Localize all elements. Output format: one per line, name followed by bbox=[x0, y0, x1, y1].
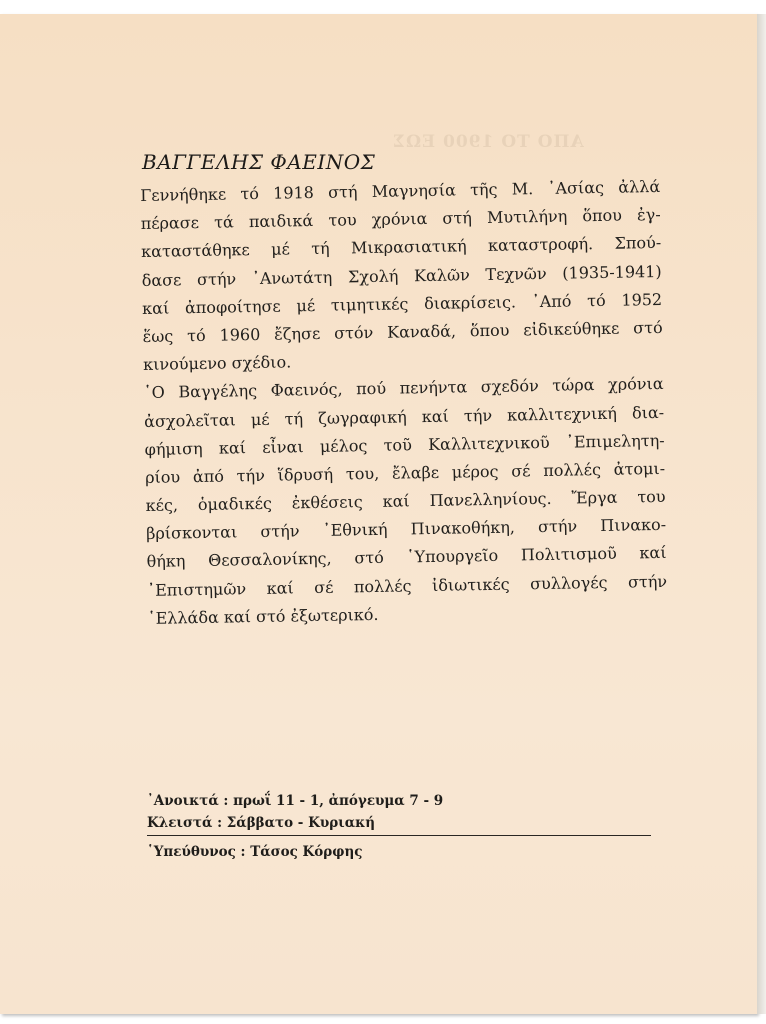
open-value: πρωΐ 11 - 1, ἀπόγευμα 7 - 9 bbox=[233, 793, 444, 809]
bio-line: ῾Ο Βαγγέλης Φαεινός, πού πενήντα σχεδόν τώρα χρόνια bbox=[143, 374, 664, 403]
bio-line: κές, ὁμαδικές ἐκθέσεις καί Πανελληνίους. Ἔργα του bbox=[145, 486, 666, 516]
opening-hours bbox=[147, 790, 443, 834]
artist-name-title: ΒΑΓΓΕΛΗΣ ΦΑΕΙΝΟΣ bbox=[142, 150, 376, 174]
bio-line: ἕως τό 1960 ἔζησε στόν Καναδά, ὅπου εἰδικεύθηκε στό bbox=[142, 317, 663, 346]
bio-line: καταστάθηκε μέ τή Μικρασιατική καταστροφή. Σπού- bbox=[141, 233, 662, 262]
bleed-through-text: ΑΠΟ ΤΟ 1900 ΕΩΣ bbox=[392, 132, 584, 152]
open-label: ᾿Ανοικτά : bbox=[147, 793, 229, 809]
bio-line: ᾿Επιστημῶν καί σέ πολλές ἰδιωτικές συλλογές στήν bbox=[146, 571, 668, 600]
bio-line: κινούμενο σχέδιο. bbox=[143, 352, 292, 375]
bio-line: καί ἀποφοίτησε μέ τιμητικές διακρίσεις. ᾿Από τό 1952 bbox=[142, 289, 663, 318]
bio-line: ρίου ἀπό τήν ἵδρυσή του, ἔλαβε μέρος σέ πολλές ἀτομι- bbox=[144, 458, 666, 487]
divider-line bbox=[147, 835, 651, 836]
responsible-name: Τάσος Κόρφης bbox=[250, 844, 363, 860]
responsible-person bbox=[147, 844, 362, 860]
biography-paragraph bbox=[140, 173, 668, 633]
bio-line: θήκη Θεσσαλονίκης, στό ῾Υπουργεῖο Πολιτισμοῦ καί bbox=[146, 543, 667, 572]
bio-line: Γεννήθηκε τό 1918 στή Μαγνησία τῆς Μ. ᾿Ασίας ἀλλά bbox=[140, 176, 661, 205]
bio-line: ῾Ελλάδα καί στό ἐξωτερικό. bbox=[147, 604, 379, 628]
closed-days-row bbox=[147, 812, 443, 834]
document-page bbox=[0, 14, 757, 1014]
bio-line: ἀσχολεῖται μέ τή ζωγραφική καί τήν καλλιτεχνική δια- bbox=[144, 402, 665, 431]
bio-line: βρίσκονται στήν ᾿Εθνική Πινακοθήκη, στήν Πινακο- bbox=[145, 515, 667, 544]
bio-line: δασε στήν ᾿Ανωτάτη Σχολή Καλῶν Τεχνῶν (1935-1941) bbox=[141, 261, 662, 290]
closed-value: Σάββατο - Κυριακή bbox=[226, 815, 376, 831]
responsible-label: ῾Υπεύθυνος : bbox=[147, 844, 246, 860]
closed-label: Κλειστά : bbox=[147, 815, 223, 831]
bio-line: φήμιση καί εἶναι μέλος τοῦ Καλλιτεχνικοῦ ᾿Επιμελητη- bbox=[144, 430, 665, 459]
open-hours-row bbox=[147, 790, 443, 812]
bio-line: πέρασε τά παιδικά του χρόνια στή Μυτιλήνη ὅπου ἐγ- bbox=[140, 205, 661, 234]
